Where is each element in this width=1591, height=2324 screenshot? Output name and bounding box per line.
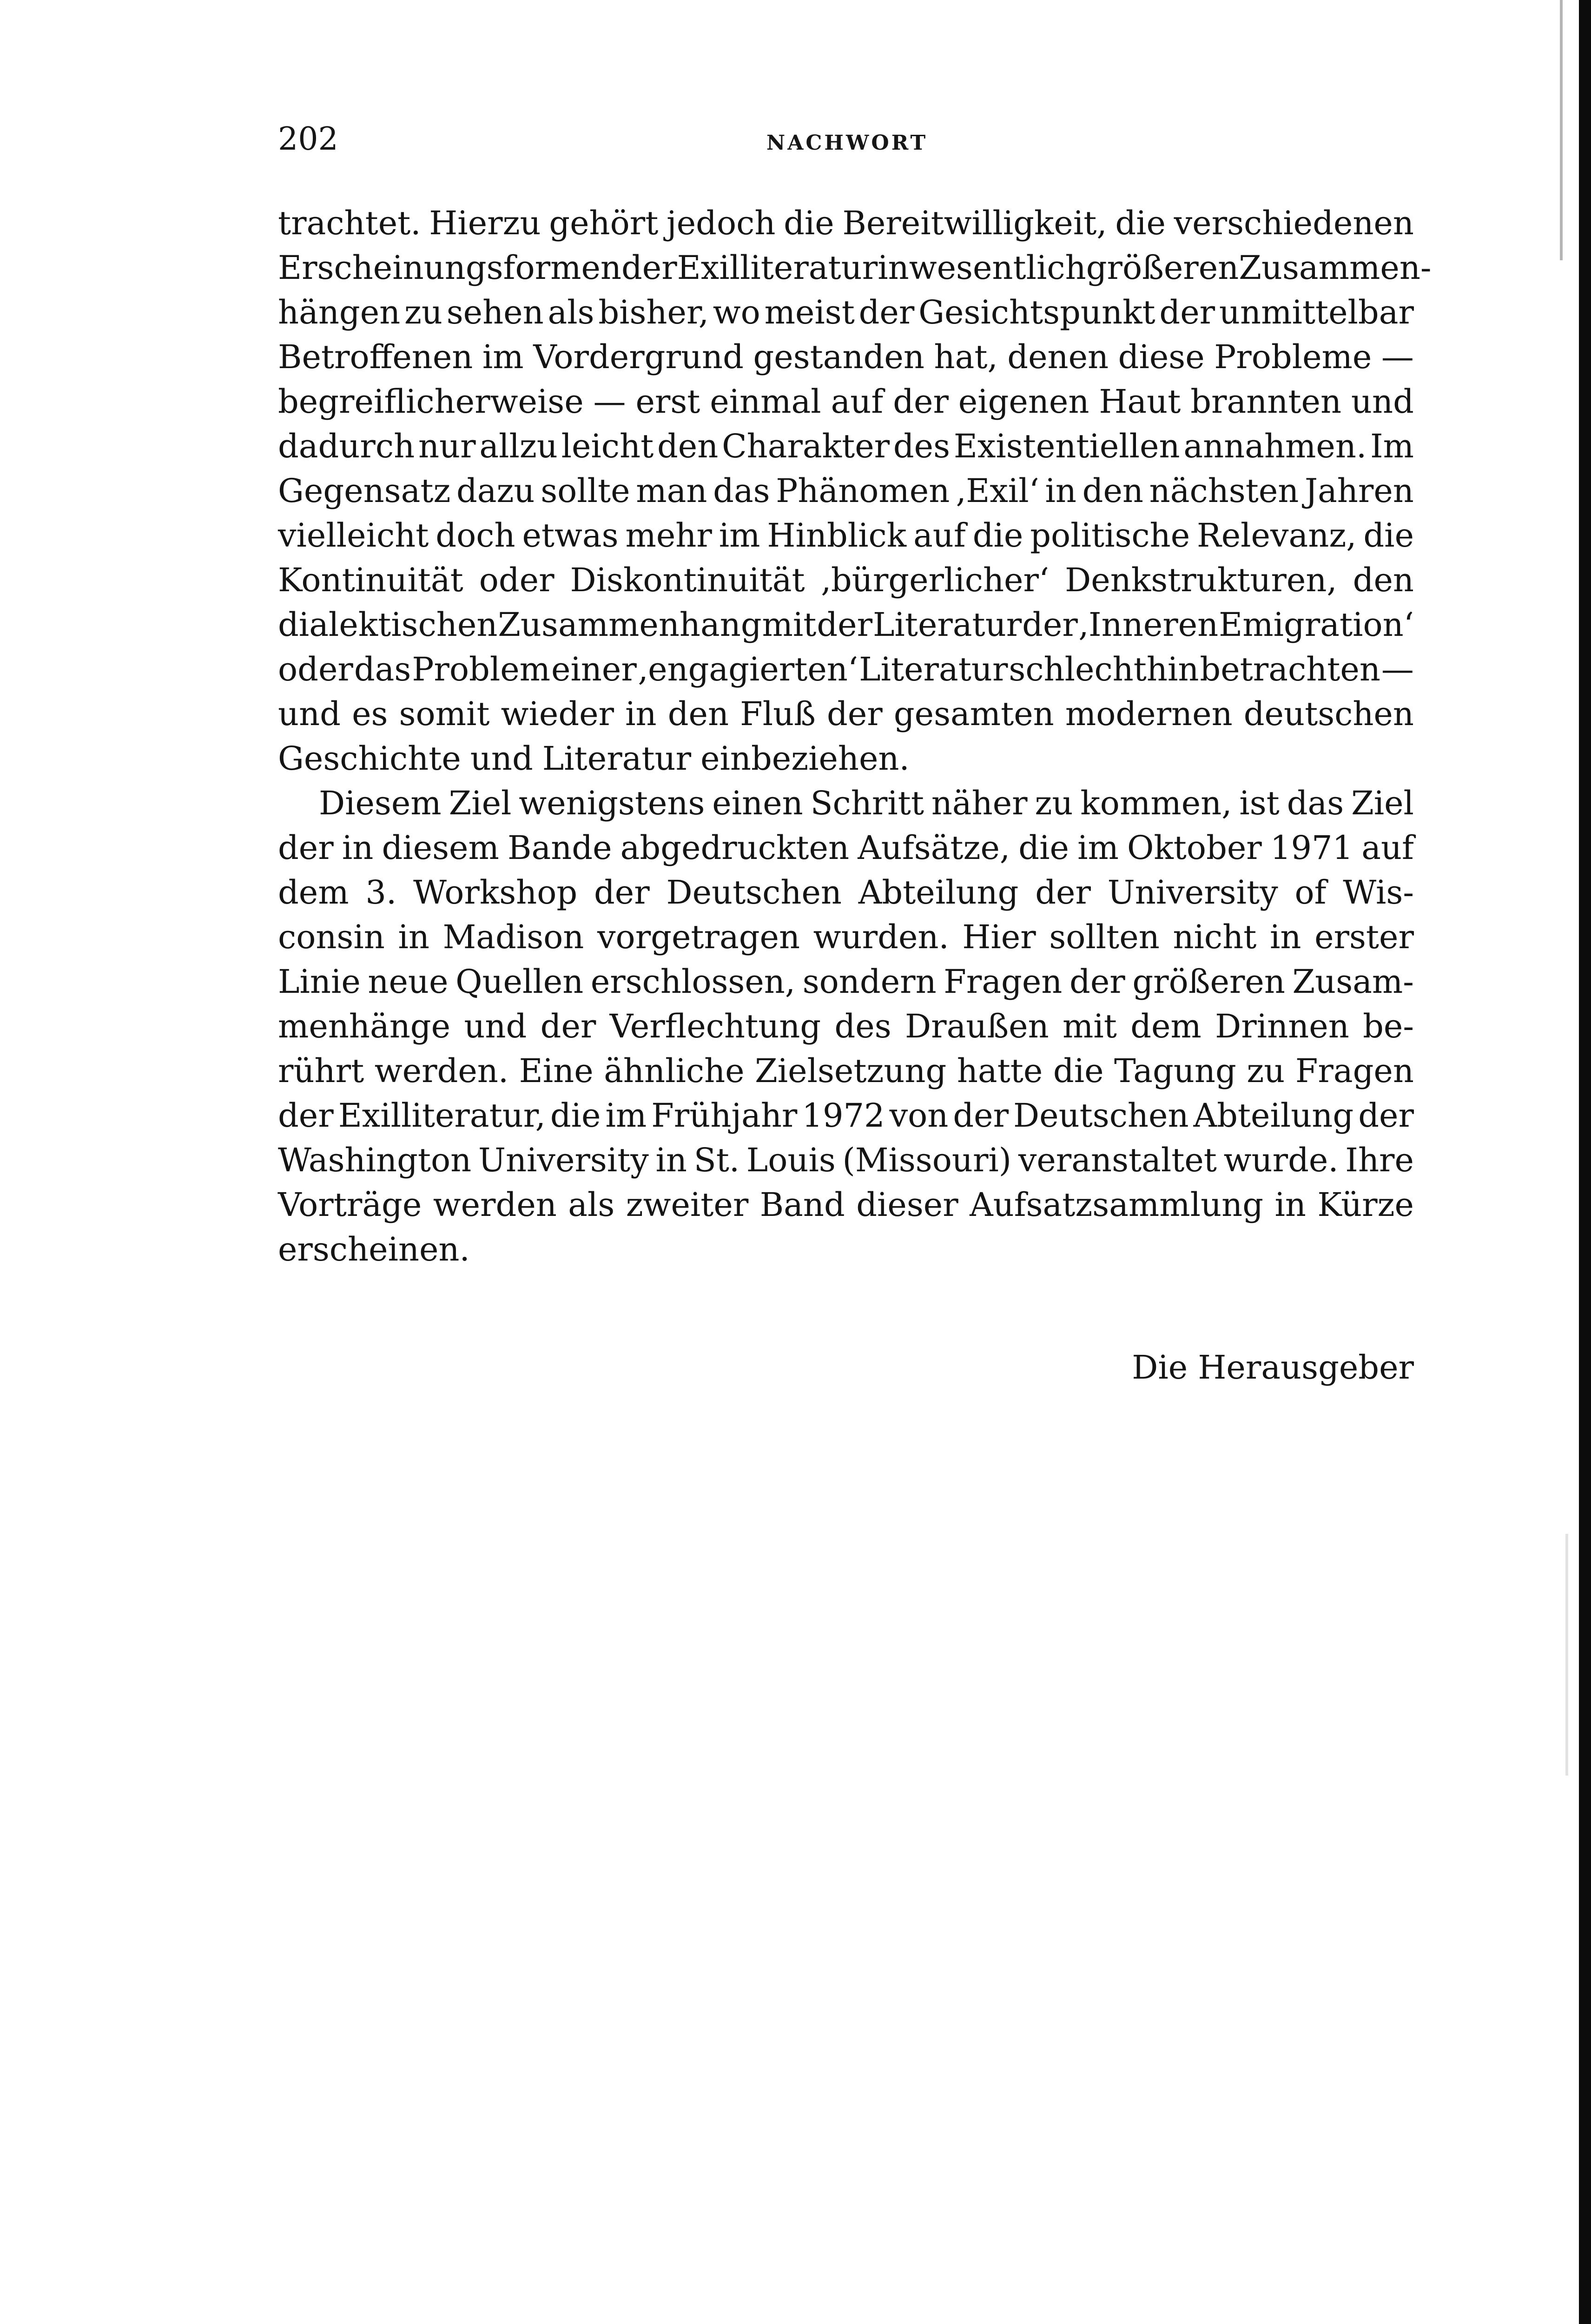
text-line: trachtet. Hierzu gehört jedoch die Bereitwilligkeit, die verschiedenen — [278, 204, 1414, 242]
text-line: rührt werden. Eine ähnliche Zielsetzung hatte die Tagung zu Fragen — [278, 1052, 1414, 1090]
page-header — [278, 119, 1414, 160]
text-line: dialektischen Zusammenhang mit der Literatur der ‚Inneren Emigration‘ — [278, 606, 1414, 644]
scan-edge-right — [1579, 0, 1591, 2324]
text-line: der Exilliteratur, die im Frühjahr 1972 von der Deutschen Abteilung der — [278, 1096, 1414, 1135]
text-line: Washington University in St. Louis (Missouri) veranstaltet wurde. Ihre — [278, 1141, 1414, 1179]
text-line: Vorträge werden als zweiter Band dieser Aufsatzsammlung in Kürze — [278, 1186, 1414, 1224]
text-line: erscheinen. — [278, 1230, 470, 1268]
paragraph — [278, 781, 1414, 1272]
text-line: dem 3. Workshop der Deutschen Abteilung der University of Wis- — [278, 873, 1414, 911]
paragraph — [278, 201, 1432, 781]
text-line: Kontinuität oder Diskontinuität ‚bürgerlicher‘ Denkstrukturen, den — [278, 561, 1414, 599]
text-line: consin in Madison vorgetragen wurden. Hier sollten nicht in erster — [278, 918, 1414, 956]
text-line: begreiflicherweise — erst einmal auf der eigenen Haut brannten und — [278, 383, 1414, 421]
text-line: vielleicht doch etwas mehr im Hinblick auf die politische Relevanz, die — [278, 516, 1414, 555]
text-line: Erscheinungsformen der Exilliteratur in wesentlich größeren Zusammen- — [278, 249, 1432, 287]
text-line: Linie neue Quellen erschlossen, sondern Fragen der größeren Zusam- — [278, 963, 1414, 1001]
text-line: dadurch nur allzu leicht den Charakter des Existentiellen annahmen. Im — [278, 427, 1414, 465]
signature: Die Herausgeber — [1132, 1348, 1414, 1386]
text-line: Geschichte und Literatur einbeziehen. — [278, 739, 910, 778]
text-line: Betroffenen im Vordergrund gestanden hat, denen diese Probleme — — [278, 338, 1414, 376]
text-line: der in diesem Bande abgedruckten Aufsätze, die im Oktober 1971 auf — [278, 829, 1414, 867]
scan-artifact — [1565, 1534, 1568, 1776]
text-line: Diesem Ziel wenigstens einen Schritt näher zu kommen, ist das Ziel — [319, 784, 1414, 822]
text-line: und es somit wieder in den Fluß der gesamten modernen deutschen — [278, 695, 1414, 733]
text-line: Gegensatz dazu sollte man das Phänomen ‚Exil‘ in den nächsten Jahren — [278, 472, 1414, 510]
text-line: hängen zu sehen als bisher, wo meist der Gesichtspunkt der unmittelbar — [278, 293, 1414, 331]
text-line: menhänge und der Verflechtung des Draußen mit dem Drinnen be- — [278, 1007, 1414, 1045]
running-head: NACHWORT — [766, 131, 928, 155]
page-number: 202 — [278, 121, 338, 158]
text-line: oder das Problem einer ‚engagierten‘ Literatur schlechthin betrachten — — [278, 650, 1414, 688]
scan-artifact — [1560, 0, 1563, 260]
body-text — [278, 201, 1432, 1272]
